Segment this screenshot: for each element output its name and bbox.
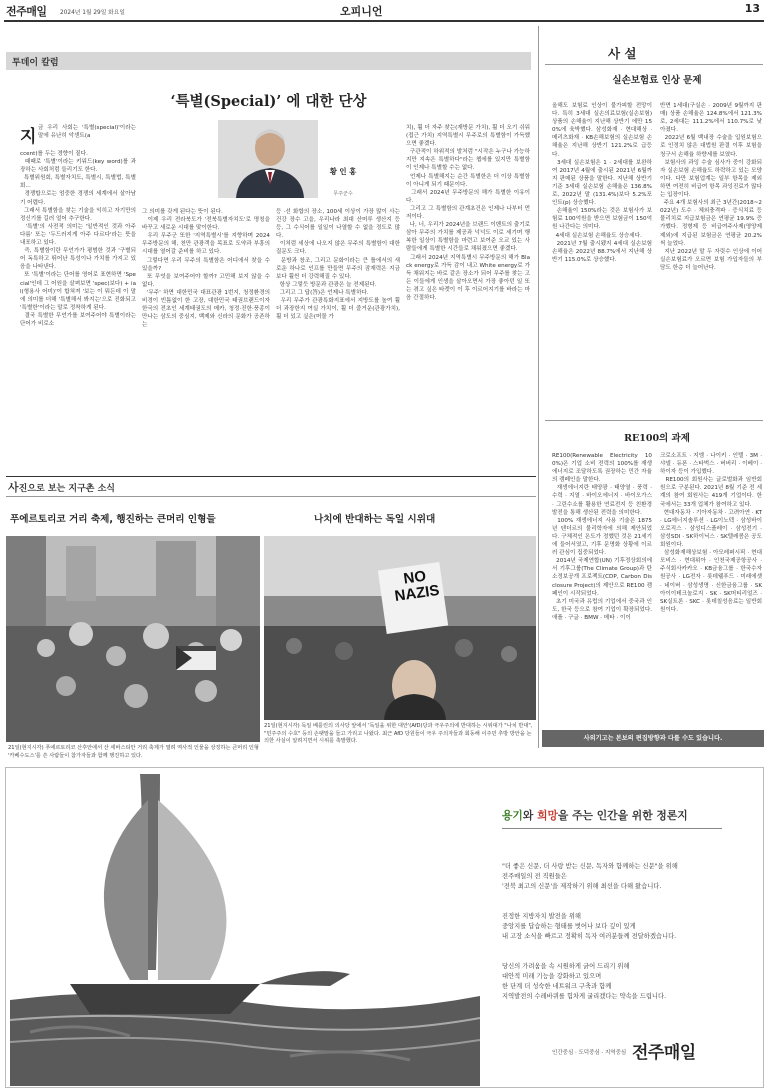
column-text-col1: 금 우리 사회는 '특별(special)'이라는 말에 유난히 악센트(a <box>38 125 138 140</box>
ad-brand-logo: 전주매일 <box>632 1043 696 1063</box>
news2-headline: 나치에 반대하는 독일 시위대 <box>314 514 436 525</box>
column-label: 투데이 칼럼 <box>12 58 59 68</box>
ad-paragraph-2: 진정한 지방자치 발전을 위해 중앙지를 답습하는 형태를 벗어나 보다 깊이 있게 내 고장 소식을 빠르고 정확히 독자 여러분들께 전달하겠습니다. <box>502 913 677 940</box>
ad-rule <box>502 828 722 829</box>
author-title: 무주군수 <box>333 191 353 197</box>
column-divider <box>538 26 539 748</box>
author-photo <box>218 120 318 198</box>
ad-illustration <box>10 770 480 1086</box>
ad-paragraph-1: "더 좋은 신문, 더 사랑 받는 신문, 독자와 함께하는 신문"을 위해 전주매일의 전 직원들은 '전북 최고의 신문'을 제작하기 위해 최선을 다해 왔습니다. <box>502 863 678 890</box>
section-title: 오피니언 <box>340 5 383 18</box>
news-top-rule <box>6 476 536 477</box>
page-number: 13 <box>744 2 760 15</box>
ad-headline-hope: 희망 <box>537 809 558 822</box>
editorial-rule <box>545 64 763 65</box>
column-label-bar <box>6 52 531 70</box>
ad-headline-courage: 용기 <box>502 809 523 822</box>
author-name: 황 인 홍 <box>329 167 357 176</box>
masthead: 전주매일 <box>6 5 47 18</box>
ad-paragraph-3: 당신의 가려움을 속 시원하게 긁어 드리기 위해 대안적 미래 기능을 강화하고 있으며 한 단계 더 성숙한 네트워크 구축과 함께 지역발전의 수레바퀴를 힘차게 굴리겠다는 약속을 드립니다. <box>502 963 667 1000</box>
header-rule <box>4 20 764 22</box>
editorial2-title: RE100의 과제 <box>624 433 690 444</box>
protest-sign-text: NO NAZIS <box>393 567 441 605</box>
ad-headline <box>502 808 688 823</box>
editorial2-text-col2: 크로소프트 · 지엠 · 나이키 · 인텔 · 3M · 샤넬 · 듀폰 · 스타벅스 · 버버리 · 이베이 · 하이자 등이 가입했다. RE100의 회원사는 글로벌화과 임반회원으로 구분된다. 2021년 8월 기준 전 세계의 참여 회원사는 419개 기업이다. 한국에서는 33개 업체가 참여하고 있다. 현대자동차 · 기아자동차 · 고려아연 · KT · LG에너지솔루션 · LG이노텍 · 삼성바이오로직스 · 삼성디스플레이 · 삼성전기 · 삼성SDI · SK하이닉스 · SK텔레콤은 공도회원이다. 삼성화재해상보험 · 아모레퍼시픽 · 현대모비스 · 현대위아 · 인천국제공항공사 · 주식회사카카오 · KB금융그룹 · 한국수자원공사 · LG전자 · 롯데웰푸드 · 미래에셋 · 네이버 · 삼성생명 · 신한금융그룹 · SK아이이테크놀로지 · SK · SK머티리얼즈 · SK실트론 · SKC · 롯데칠성음료는 일반회원이다. <box>660 453 762 613</box>
news-section-title <box>8 479 115 495</box>
notice-bar: 사외기고는 본보의 편집방향과 다를 수도 있습니다. <box>542 730 764 747</box>
lead-character: 지 <box>20 127 37 147</box>
dateline: 2024년 1월 29일 화요일 <box>60 10 125 16</box>
editorial-text-col1: 올해도 보험료 인상이 불가피할 전망이다. 특히 3세대 실손의료보험(실손보험) 상품의 손해율이 지난해 상반기 에만 150%에 육박했다. 삼성화재 · 현대해상 · 메리츠화재 · KB손해보험의 실손보험 손해율은 지난해 상반기 121.2%로 급등다. 3세대 실손보험은 1 · 2세대를 보완하여 2017년 4월에 출시된 2021년 6월까지 판매된 상품을 말한다. 지난해 상반기 기준 3세대 실손보험 손해율은 136.8%로, 2022년 말 (131.4%)보다 5.2%포인트(p) 상승했다. 손해율이 150%라는 것은 보험사가 보험료 100억원을 받으면 보험금이 150억원 나간다는 의미다. 4세대 실손보험 손해율도 상승세다. 2021년 7월 출시됐지 4세대 실손보험 손해율은 2022년 88.7%에서 지난해 상반기 115.0%로 상승했다. <box>552 103 653 263</box>
column-headline: ‘특별(Special)’ 에 대한 단상 <box>170 93 367 110</box>
news2-photo <box>264 536 536 720</box>
editorial-label: 사 설 <box>608 46 637 61</box>
news-section-rest: 진으로 보는 <box>18 484 66 494</box>
editorial-text-col2: 반면 1세대(구실손 · 2009년 9월까지 판매) 상품 손해율은 124.8%에서 121.3%로, 2세대는 111.2%에서 110.7%로 낮아졌다. 2022년 6월 백내장 수술을 입원보험으로 인정치 않은 대법원 판결 이후 보험을 청구서 손해율 하향세를 보였다. 보험사의 과잉 수술 심사가 중이 강화되자 실손보험 손해율도 하락하고 있는 모양이다. 다만 보험업계는 일부 항목을 제외하면 여전히 비급여 항목 과잉진료가 많다는 입장이다. 주요 4개 보험사의 최근 3년간(2018~2022년) 도수 · 체외충격파 · 증식치료 등 물리치료 지급보험금은 연평균 19.9% 증가했다. 정형제 등 비급여주사제(영양제 제외)에 지급된 보험금은 연평균 20.2%씩 늘었다. 지난 2022년 말 두 자릿수 인상에 이어 실손보험료가 오르면 보험 가입자들의 부담도 한층 더 늘어난다. <box>660 103 763 271</box>
column-text-col2: 그 의미를 갖게 된다는 뜻이 된다. 이제 우리 전라북도가 '전북특별자치도'로 명칭을 바꾸고 새로운 시대를 맞이한다. 우리 무주군 또한 '지역특별시'를 지향하며 2024 무주방문의 해, 천만 관광객을 목표로 도약과 부흥의 시대를 열어갈 준비를 하고 있다. 그렇다면 우리 무주의 특별함은 어디에서 찾을 수 있을까? 또 무엇을 보여주어야 할까? 고민해 보지 않을 수 없다. '무주' 하면 대한민국 대표관광 1번지, 청정환경의 비경이 빈틈없이 한 고장, 대한민국 태권브랜드이자 한국의 전초인 세계태권도의 메카, 청정·진한·풍종이 만나는 삼도의 중심지, 백제와 신라의 문화가 공존하는 <box>142 209 270 329</box>
column-text-col3: 등 ·선 화합의 장소, 100세 이상이 가장 많이 사는 건강 장수 고을, 우리나라 최대 산머루 생산지 등등, 그 수식어를 일일이 나열할 수 없을 정도로 많다. 이처럼 세상에 나오지 않은 무주의 특별함이 대한 질문도 크다. 문방과 창조, 그리고 문화이라는 큰 틀에서의 새로운 하나로 인프를 만들면 무주의 잠재력은 지금보다 훨씬 더 강력해질 수 있다. 항상 그렇듯 방문과 관광은 늘 전제된다. 그리고 그 답(答)은 언제나 특별하다. 우리 무주가 관광특화지표에서 지방도를 높여 훨 더 과장한지 여실 가치이, 훨 더 즐거운(관광가치), 훨 더 있고 싶은(머물 가 <box>276 209 401 321</box>
news-section-tail: 지구촌 소식 <box>68 484 115 494</box>
column-text-col1: ccent)를 두는 경향이 짙다. 때때로 '특별'이라는 키워드(key word)를 과장하는 사회처럼 들리기도 한다. 특별위원회, 특별자치도, 특별시, 특별법, 특별회... 경쟁합으로는 엄중한 경쟁의 세계에서 살아남기 어렵다. 그래서 특별함을 찾는 기술을 익히고 자기만의 정신기를 길러 얼어 추구한다. '특별'의 사전적 의미는 '일반적인 것과 아주 다름' 또는 '두드러지게 아주 다르다'라는 뜻을 내포하고 있다. 즉, 특별함이란 무언가가 평범한 것과 '구별되어 독특하고 뛰어난 특성이나 가치를 가지고 있음을 나타낸다. 또 '특별'이라는 단어를 영어로 표현하면 'Special'인데 그 어원을 살펴보면 'spec(보다) + ial(형용사 어미)'이 합쳐져 '보는 이 뭐든데 이 말에 의미를 더해 '특별해서 봐지는'으로 진화되고 '특별한'이라는 말로 정착하게 된다. 결국 특별한 무언가를 보여주어야 특별이라는 단어가 비로소 <box>20 151 137 327</box>
news1-headline: 푸에르토리코 거리 축제, 행진하는 큰머리 인형들 <box>10 514 216 525</box>
news2-caption: 21일(현지시각) 독일 베를린의 의사당 앞에서 '독일을 위한 대안'(AfD)당과 극우주의에 반대하는 시위대가 "나치 반대", "민주주의 수호" 등의 손팻말을 들고 가리고 나왔다. 최근 AfD 당원들이 극우 주의자들과 회동해 이주민 추방 방안을 논의한 사실이 알려지면서 시위를 촉발했다. <box>264 723 533 744</box>
editorial-title: 실손보험료 인상 문제 <box>612 75 702 86</box>
news1-caption: 21일(현지시각) 푸에르토리코 산후안에서 산 세바스티안 거리 축제가 열려 역사적 인물을 상징하는 큰머리 인형 '카베수도스'를 쓴 사람들이 참가자들과 함께 행진하고 있다. <box>8 745 259 759</box>
ad-headline-rest: 을 주는 인간을 위한 정론지 <box>557 809 688 822</box>
news-sub-rule <box>6 496 536 497</box>
ad-motto: 인간중심 · 도덕중심 · 지역중심 <box>552 1050 627 1056</box>
editorial2-text-col1: RE100(Renewable Electricity 100%)은 기업 소비 전력의 100%를 재생에너지로 조달하도록 권장하는 민간 자율의 캠페인을 말한다. 재생에너지란 태양광 · 태양열 · 풍력 · 수력 · 지열 · 바이오에너지 · 바이오가스 · 그린수소를 활용한 연료전지 등 친환경 발전을 통해 생산된 전력을 의미한다. 100% 재생에너지 사용 기술은 1875년 텐더르의 물리학자에 의해 제안되었다. 구체적인 온도가 정했던 것은 21세기에 들어서였고, 기후 문명화 상황에 이르러 관심이 집중되었다. 2014년 국제연합(UN) 기후정상회의에서 기후그룹(The Climate Group)과 탄소정보공개 프로젝트(CDP, Carbon Disclosure Project)의 제안으로 RE100 캠페인이 시작되었다. 초기 미국과 유럽의 기업에서 중국과 인도, 한국 등으로 참여 기업이 확장되었다. 애플 · 구글 · BMW · 메타 · 이이 <box>552 453 653 621</box>
editorial-divider <box>545 420 763 421</box>
news1-photo <box>6 536 260 742</box>
ad-headline-and: 와 <box>522 809 538 822</box>
news-section-first: 사 <box>8 481 19 494</box>
column-text-col4: 치), 훨 더 자주 찾는(재방문 가치), 훨 더 오기 쉬워(접근 가치) 지역특별시 무주로의 특별함이 가득했으면 좋겠다. 구관적이 하위적의 발처럼 "시작은 누구나 가능하지만 지속은 특별하다"라는 쳅에를 있지만 특별함이 인제나 특별할 수는 없다. 언제나 특별해지는 순간 특별한은 더 이상 특별함이 아니게 되기 때문이다. 그래서 2024년 무주방문의 해가 특별한 이유이다. 그리고 그 특별함의 관계초건은 인제나 나부터 먼저이다. 나, 너, 우리가 2024년을 브랜드 이벤트의 출기로 삼아 무주의 가치를 제공과 넉넉도 이로 세기며 행복한 일상이 특별함을 마련고 보여준 오교 있는 사람들에게 특별한 시간들로 채워졌으면 좋겠다. 그래서 2024년 지역특별시 무주방문의 해가 Black energy로 가득 감이 내고 White energy로 가득 채워지는 바로 같은 장소가 되어 무주를 찾는 고든 이들에게 인생을 살아오면서 가장 좋아던 일 또는 겪고 싶은 타켓이 이 후 이르어지기를 바라는 마음 간절하다. <box>406 125 530 301</box>
